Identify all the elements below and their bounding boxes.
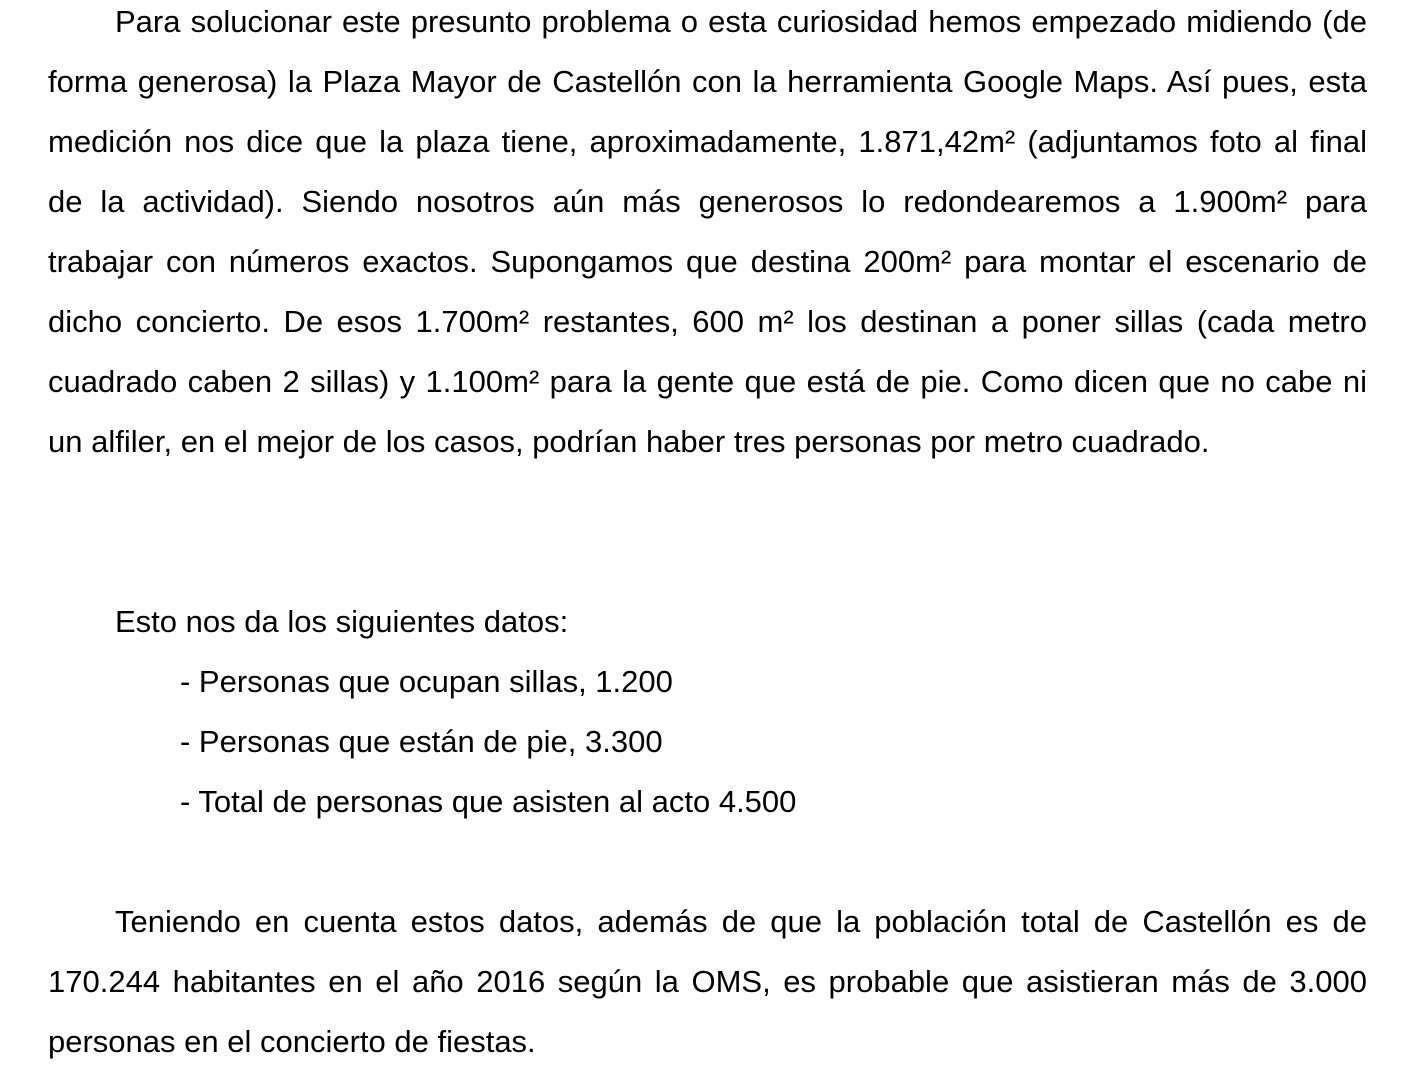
paragraph-conclusion: Teniendo en cuenta estos datos, además de que la población total de Castellón es de 170.244 habitantes en el año 2016 según la OMS, es probable que asistieran más de 3.000 personas en el concierto de fiestas. <box>48 904 1367 1059</box>
list-item-standing: - Personas que están de pie, 3.300 <box>180 724 663 759</box>
list-item-total: - Total de personas que asisten al acto 4.500 <box>180 784 797 819</box>
data-list <box>180 652 796 832</box>
list-item-seated: - Personas que ocupan sillas, 1.200 <box>180 664 673 699</box>
document-page <box>48 0 1367 1072</box>
paragraph-plaza-measurement: Para solucionar este presunto problema o esta curiosidad hemos empezado midiendo (de forma generosa) la Plaza Mayor de Castellón con la herramienta Google Maps. Así pues, esta medición nos dice que la plaza tiene, aproximadamente, 1.871,42m² (adjuntamos foto al final de la actividad). Siendo nosotros aún más generosos lo redondearemos a 1.900m² para trabajar con números exactos. Supongamos que destina 200m² para montar el escenario de dicho concierto. De esos 1.700m² restantes, 600 m² los destinan a poner sillas (cada metro cuadrado caben 2 sillas) y 1.100m² para la gente que está de pie. Como dicen que no cabe ni un alfiler, en el mejor de los casos, podrían haber tres personas por metro cuadrado. <box>48 4 1367 459</box>
data-intro-text: Esto nos da los siguientes datos: <box>115 604 569 639</box>
